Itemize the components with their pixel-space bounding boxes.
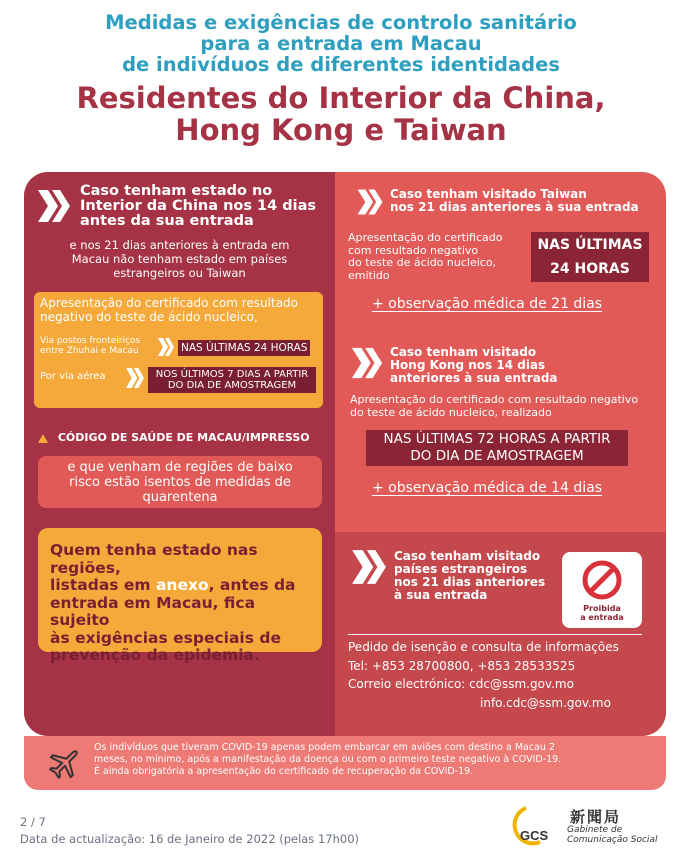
prohibited-badge (562, 552, 642, 628)
special-text: listadas em (50, 576, 156, 594)
special-line: Quem tenha estado nas regiões, (50, 541, 258, 577)
china-title-line: Caso tenham estado no (80, 183, 273, 199)
logo-portuguese (567, 825, 657, 845)
taiwan-title (390, 188, 639, 214)
health-code-label: CÓDIGO DE SAÚDE DE MACAU/IMPRESSO (57, 431, 310, 444)
china-subtitle-line: estrangeiros ou Taiwan (113, 266, 246, 280)
via-postos-line: Via postos fronteiriços (40, 336, 141, 346)
hongkong-tag-line: DO DIA DE AMOSTRAGEM (410, 448, 584, 464)
foreign-title-line: países estrangeiros (394, 562, 528, 576)
taiwan-text-line: do teste de ácido nucleico, (348, 256, 497, 269)
via-postos-label (40, 336, 140, 356)
gcs-abbr: GCS (520, 828, 549, 843)
taiwan-title-line: nos 21 dias anteriores à sua entrada (390, 200, 639, 214)
taiwan-tag-line: 24 HORAS (550, 261, 630, 277)
hongkong-title-line: Caso tenham visitado (390, 345, 537, 359)
hongkong-title-line: Hong Kong nos 14 dias (390, 358, 546, 372)
taiwan-text-line: com resultado negativo (348, 243, 479, 257)
taiwan-title-line: Caso tenham visitado Taiwan (390, 187, 587, 201)
certificate-line: negativo do teste de ácido nucleico, (40, 310, 258, 324)
foreign-title-line: Caso tenham visitado (394, 549, 541, 563)
gcs-logo-icon (500, 804, 562, 848)
divider (348, 634, 642, 635)
chevron-double-icon (350, 346, 384, 380)
hongkong-title (390, 346, 558, 385)
covid-note-line: meses, no mínimo, após a manifestação da doença ou com o primeiro teste negativo à COVID-19. (94, 754, 562, 765)
china-subtitle (34, 238, 325, 280)
hongkong-tag-line: NAS ÚLTIMAS 72 HORAS A PARTIR (383, 431, 611, 447)
foreign-title (394, 550, 545, 602)
hongkong-text-line: Apresentação do certificado com resultado negativo (350, 393, 639, 406)
special-line (50, 577, 314, 595)
main-panel (24, 172, 666, 736)
taiwan-tag-line: NAS ÚLTIMAS (537, 237, 643, 253)
covid-note-line: Os indivíduos que tiveram COVID-19 apenas podem embarcar em aviões com destino a Macau 2 (94, 742, 556, 753)
certificate-line: Apresentação do certificado com resultado (40, 296, 298, 310)
prohibited-icon (582, 560, 622, 600)
tag-24-hours: NAS ÚLTIMAS 24 HORAS (178, 340, 310, 356)
special-line: entrada em Macau, fica sujeito (50, 593, 256, 629)
foreign-title-line: à sua entrada (394, 588, 488, 602)
covid-note-line: É ainda obrigatória a apresentação do certificado de recuperação da COVID-19. (94, 766, 474, 777)
health-code-row (38, 431, 310, 444)
page-number: 2 / 7 (20, 815, 46, 829)
certificate-box (34, 292, 323, 408)
low-risk-line: e que venham de regiões de baixo (67, 460, 293, 475)
taiwan-text (348, 232, 528, 282)
warning-triangle-icon (38, 434, 48, 443)
special-line: prevenção da epidemia. (50, 646, 260, 664)
logo-pt-line: Comunicação Social (567, 835, 658, 845)
subtitle-line-2: para a entrada em Macau (200, 32, 482, 55)
page-title (0, 82, 682, 146)
hongkong-72h-tag (366, 430, 628, 466)
taiwan-text-line: emitido (348, 268, 390, 282)
china-title (80, 184, 316, 229)
page-title-line-1: Residentes do Interior da China, (76, 81, 606, 115)
page-title-line-2: Hong Kong e Taiwan (175, 113, 507, 147)
tag-7-days-line: NOS ÚLTIMOS 7 DIAS A PARTIR (155, 369, 309, 380)
contact-email-2[interactable]: info.cdc@ssm.gov.mo (480, 695, 611, 710)
covid-recovery-note (24, 736, 666, 790)
contact-email[interactable]: Correio electrónico: cdc@ssm.gov.mo (348, 677, 574, 691)
special-requirements-box (38, 528, 322, 664)
prohibited-label-line: a entrada (580, 613, 624, 622)
china-title-line: antes da sua entrada (80, 213, 254, 229)
china-subtitle-line: Macau não tenham estado em países (71, 252, 288, 266)
taiwan-text-line: Apresentação do certificado (348, 231, 503, 244)
chevron-double-icon (350, 548, 388, 586)
special-text: , antes da (208, 576, 296, 594)
taiwan-observation: + observação médica de 21 dias (372, 296, 603, 312)
subtitle-line-1: Medidas e exigências de controlo sanitário (105, 11, 577, 34)
china-subtitle-line: e nos 21 dias anteriores à entrada em (69, 238, 290, 252)
hongkong-text (350, 394, 660, 419)
contact-block (348, 638, 619, 712)
logo-chinese: 新聞局 (570, 808, 622, 826)
covid-note-text (94, 742, 654, 778)
chevron-double-icon (36, 188, 72, 224)
foreign-title-line: nos 21 dias anteriores (394, 575, 546, 589)
subtitle-block (0, 12, 682, 75)
airplane-icon (46, 744, 84, 782)
chevron-double-icon (158, 338, 174, 356)
tag-7-days (148, 367, 316, 393)
logo-pt-line: Gabinete de (567, 825, 623, 835)
certificate-text (40, 296, 320, 324)
tag-7-days-line: DO DIA DE AMOSTRAGEM (167, 380, 297, 391)
prohibited-label (562, 604, 642, 622)
hongkong-observation: + observação médica de 14 dias (372, 480, 603, 496)
hongkong-text-line: do teste de ácido nucleico, realizado (350, 405, 552, 419)
annex-link[interactable]: anexo (155, 576, 209, 594)
subtitle-line-3: de indivíduos de diferentes identidades (122, 53, 560, 76)
contact-heading: Pedido de isenção e consulta de informações (348, 640, 619, 654)
low-risk-line: quarentena (142, 490, 218, 505)
via-postos-line: entre Zhuhai e Macau (40, 346, 139, 356)
prohibited-label-line: Proibida (583, 604, 621, 613)
low-risk-box (38, 456, 322, 508)
contact-phone[interactable]: Tel: +853 28700800, +853 28533525 (348, 658, 576, 673)
update-date: Data de actualização: 16 de Janeiro de 2022 (pelas 17h00) (20, 832, 359, 846)
hongkong-title-line: anteriores à sua entrada (390, 371, 558, 385)
low-risk-line: risco estão isentos de medidas de (69, 475, 291, 490)
via-aerea-label: Por via aérea (40, 371, 106, 382)
chevron-double-icon (356, 188, 384, 216)
china-title-line: Interior da China nos 14 dias (80, 198, 317, 214)
chevron-double-icon (126, 368, 144, 388)
special-line: às exigências especiais de (50, 628, 281, 647)
taiwan-24h-tag (531, 232, 649, 282)
